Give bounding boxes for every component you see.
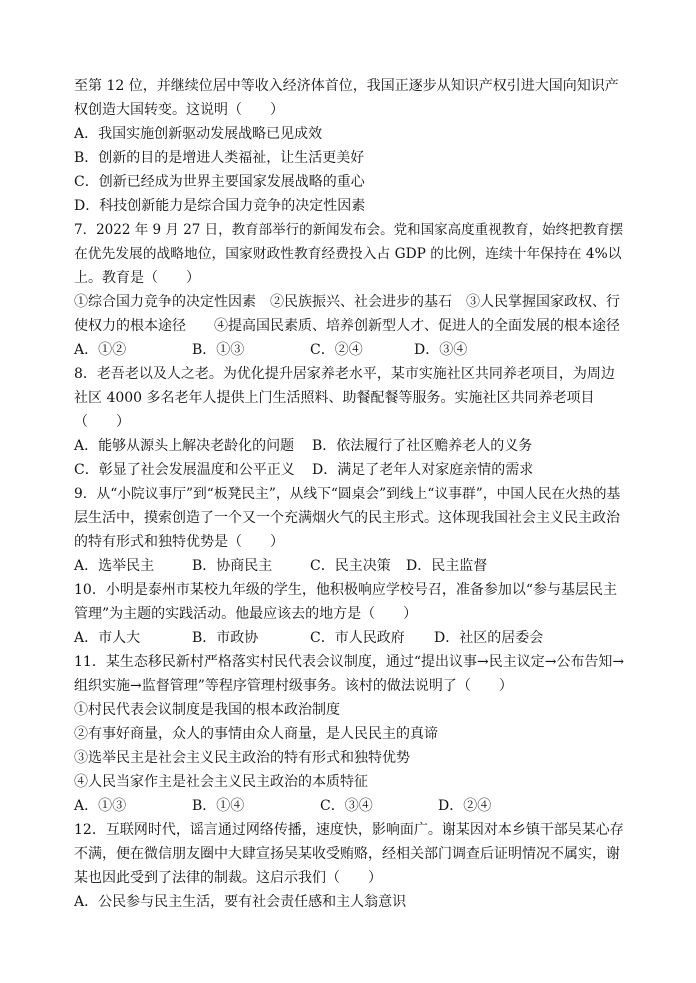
question-7: [74, 218, 626, 362]
option-b: B．依法履行了社区赡养老人的义务: [312, 438, 533, 454]
option-c: C．彰显了社会发展温度和公平正义: [74, 462, 295, 478]
question-text-line: 至第 12 位，并继续位居中等收入经济体首位，我国正逐步从知识产权引进大国向知识产: [74, 78, 619, 94]
option-b: B．创新的目的是增进人类福祉，让生活更美好: [74, 150, 365, 166]
question-9: [74, 482, 626, 578]
question-text-line: 权创造大国转变。这说明（ ）: [74, 102, 284, 118]
question-8: [74, 362, 626, 482]
options-row: [74, 434, 626, 458]
question-text-line: 社区 4000 多名老年人提供上门生活照料、助餐配餐等服务。实施社区共同养老项目: [74, 390, 595, 406]
question-text-line: 上。教育是（ ）: [74, 270, 200, 286]
exam-page: [74, 74, 626, 914]
option-d: D．满足了老年人对家庭亲情的需求: [312, 462, 534, 478]
question-text-line: 8．老吾老以及人之老。为优化提升居家养老水平，某市实施社区共同养老项目，为周边: [74, 366, 615, 382]
option-d: D．科技创新能力是综合国力竞争的决定性因素: [74, 198, 366, 214]
question-text-line: 某也因此受到了法律的制裁。这启示我们（ ）: [74, 870, 382, 886]
question-text-line: 7．2022 年 9 月 27 日，教育部举行的新闻发布会。党和国家高度重视教育，始终把教育摆: [74, 222, 624, 238]
options-row: [74, 626, 626, 650]
statement-line: ①村民代表会议制度是我国的根本政治制度: [74, 702, 340, 718]
question-12: [74, 818, 626, 914]
option-c: C．③④: [320, 798, 373, 814]
question-text-line: 11．某生态移民新村严格落实村民代表会议制度，通过“提出议事→民主议定→公布告知→: [74, 654, 625, 670]
options-row: [74, 794, 626, 818]
question-text-line: 10．小明是泰州市某校九年级的学生，他积极响应学校号召，准备参加以“参与基层民主: [74, 582, 617, 598]
option-a: A．市人大: [74, 630, 141, 646]
question-text-line: 的特有形式和独特优势是（ ）: [74, 534, 284, 550]
question-text-line: 组织实施→监督管理”等程序管理村级事务。该村的做法说明了（ ）: [74, 678, 513, 694]
question-text-line: 在优先发展的战略地位，国家财政性教育经费投入占 GDP 的比例，连续十年保持在 4%以: [74, 246, 622, 262]
question-text-line: 管理”为主题的实践活动。他最应该去的地方是（ ）: [74, 606, 418, 622]
statement-line: 使权力的根本途径 ④提高国民素质、培养创新型人才、促进人的全面发展的根本途径: [74, 318, 620, 334]
option-a: A．①②: [74, 342, 127, 358]
question-11: [74, 650, 626, 818]
question-text-line: （ ）: [74, 414, 130, 430]
options-row: [74, 458, 626, 482]
statement-line: ③选举民主是社会主义民主政治的特有形式和独特优势: [74, 750, 410, 766]
question-text-line: 9．从“小院议事厅”到“板凳民主”，从线下“圆桌会”到线上“议事群”，中国人民在火热的基: [74, 486, 621, 502]
option-a: A．①③: [74, 798, 127, 814]
question-text-line: 不满，便在微信朋友圈中大肆宣扬吴某收受贿赂，经相关部门调查后证明情况不属实，谢: [74, 846, 620, 862]
statement-line: ④人民当家作主是社会主义民主政治的本质特征: [74, 774, 368, 790]
options-row: [74, 338, 626, 362]
option-a: A．选举民主: [74, 558, 155, 574]
option-b: B．①③: [192, 342, 245, 358]
option-d: D．社区的居委会: [434, 630, 544, 646]
option-b: B．①④: [192, 798, 245, 814]
option-a: A．我国实施创新驱动发展战略已见成效: [74, 126, 323, 142]
option-d: D．②④: [438, 798, 492, 814]
option-b: B．协商民主: [192, 558, 273, 574]
options-row: [74, 554, 626, 578]
option-d: D．民主监督: [406, 558, 488, 574]
option-c: C．②④: [310, 342, 363, 358]
option-a: A．公民参与民主生活，要有社会责任感和主人翁意识: [74, 894, 407, 910]
question-text-line: 层生活中，摸索创造了一个又一个充满烟火气的民主形式。这体现我国社会主义民主政治: [74, 510, 620, 526]
statement-line: ②有事好商量，众人的事情由众人商量，是人民民主的真谛: [74, 726, 438, 742]
option-c: C．民主决策: [310, 558, 391, 574]
question-6: [74, 74, 626, 218]
question-10: [74, 578, 626, 650]
option-a: A．能够从源头上解决老龄化的问题: [74, 438, 295, 454]
statement-line: ①综合国力竞争的决定性因素 ②民族振兴、社会进步的基石 ③人民掌握国家政权、行: [74, 294, 620, 310]
question-text-line: 12．互联网时代，谣言通过网络传播，速度快，影响面广。谢某因对本乡镇干部吴某心存: [74, 822, 624, 838]
option-c: C．创新已经成为世界主要国家发展战略的重心: [74, 174, 365, 190]
option-b: B．市政协: [192, 630, 259, 646]
option-c: C．市人民政府: [310, 630, 405, 646]
option-d: D．③④: [414, 342, 468, 358]
